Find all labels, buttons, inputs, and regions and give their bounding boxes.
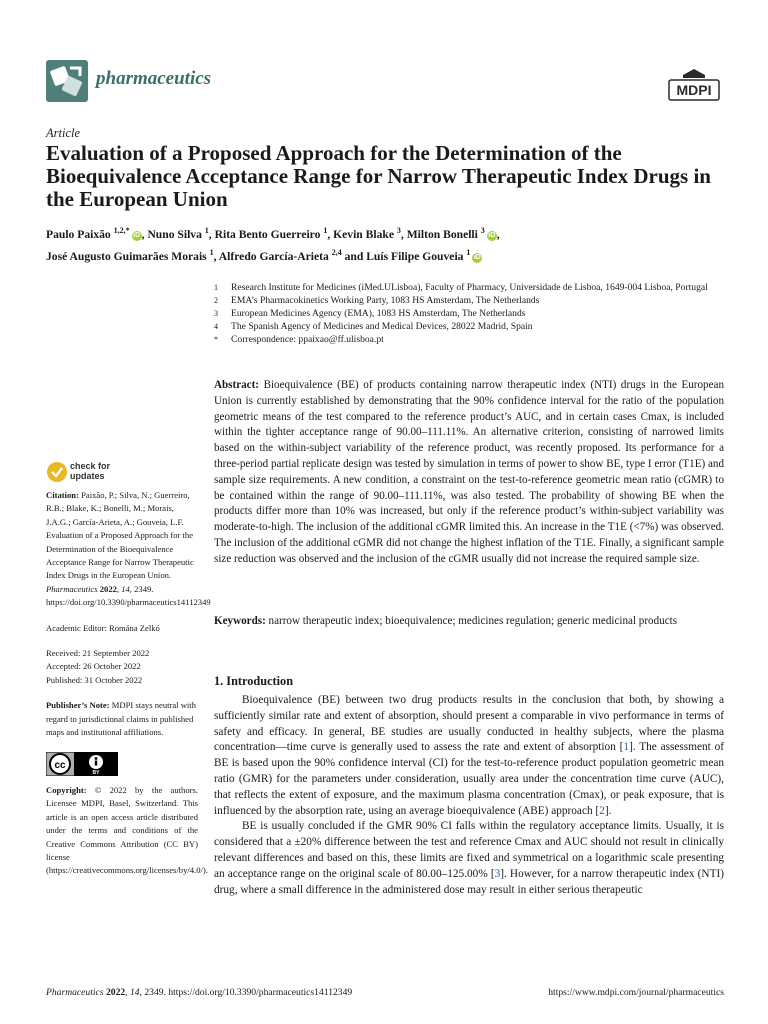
academic-editor: Academic Editor: Romána Zelkó	[46, 622, 160, 633]
affiliation-item	[214, 307, 724, 320]
author-name[interactable]: Nuno Silva	[147, 227, 205, 241]
copyright-label: Copyright:	[46, 784, 87, 795]
paper-title: Evaluation of a Proposed Approach for the Determination of the Bioequivalence Acceptance Range for Narrow Therapeutic Index Drugs in the European Union	[46, 141, 711, 211]
author-separator: and	[341, 249, 367, 263]
citation-link-2[interactable]: 2	[599, 804, 605, 817]
affiliation-item	[214, 333, 724, 346]
orcid-icon[interactable]: iD	[473, 253, 481, 261]
author-list	[46, 222, 736, 266]
author-affiliation-sup: 1	[466, 247, 471, 257]
citation-journal: Pharmaceutics	[46, 583, 98, 594]
received-date: Received: 21 September 2022	[46, 648, 150, 659]
check-updates-icon	[46, 461, 68, 483]
author-affiliation-sup: 1	[204, 226, 209, 235]
author-name[interactable]: Alfredo García-Arieta	[218, 249, 332, 263]
affiliation-text: EMA’s Pharmacokinetics Working Party, 1083 HS Amsterdam, The Netherlands	[231, 295, 540, 307]
affiliation-mark: 1	[214, 283, 218, 292]
author-separator: ,	[400, 227, 407, 241]
accepted-date: Accepted: 26 October 2022	[46, 661, 141, 672]
author-affiliation-sup: 2,4	[331, 247, 342, 257]
footer-volume: 14	[129, 987, 140, 998]
publisher-note-label: Publisher’s Note:	[46, 700, 110, 711]
affiliation-item	[214, 320, 724, 333]
affiliation-mark: *	[214, 335, 218, 345]
affiliation-mark: 4	[214, 322, 218, 332]
keywords	[214, 614, 724, 630]
author-separator: ,	[496, 227, 500, 241]
abstract-label: Abstract:	[214, 379, 259, 391]
abstract-text: Bioequivalence (BE) of products containing narrow therapeutic index (NTI) drugs in the European Union is currently established by demonstrating that the 90% confidence interval for the ratio of the population geometric means of the test compared to the reference product’s AUC, and in certain cases Cmax, is included within the tighter acceptance range of 90.00–111.11%. An alternative criterion, consisting of narrowed limits based on the within-subject variability of the reference product, was recently proposed. Its performance for a three-period partial replicate design was tested by simulation in terms of power to show BE, type I error (T1E) and sample size requirements. A new condition, a constraint on the test-to-reference geometric mean ratio (cGMR) to be contained within the range of 90.00–111.11%, was also tested. The probability of showing BE when the products differ more than 10% was increased, but only if the reference product’s within-subject variability was moderate-to-high. The inclusion of the additional cGMR limited this. An increase in the T1E (<7%) was observed. The inclusion of the additional cGMR did not change the highest inflation of the T1E. Finally, a significant sample size reduction was observed and the inclusion of the cGMR usually did not increase the required sample size.	[214, 379, 724, 565]
keywords-text: narrow therapeutic index; bioequivalence; medicines regulation; generic medicinal products	[268, 615, 678, 627]
journal-logo-icon	[46, 60, 88, 102]
citation-year: 2022	[99, 583, 117, 594]
keywords-label: Keywords:	[214, 615, 266, 627]
author-affiliation-sup: 1,2,*	[113, 226, 130, 235]
check-updates-line2: updates	[70, 471, 105, 481]
copyright	[46, 784, 208, 878]
affiliation-text: The Spanish Agency of Medicines and Medical Devices, 28022 Madrid, Spain	[231, 321, 533, 333]
citation-label: Citation:	[46, 490, 79, 500]
author-affiliation-sup: 1	[323, 226, 328, 235]
check-updates-text	[70, 461, 110, 481]
introduction-body	[214, 693, 724, 898]
check-for-updates-button[interactable]	[46, 461, 166, 487]
orcid-icon[interactable]: iD	[488, 231, 496, 239]
footer-citation: Pharmaceutics 2022, 14, 2349. https://doi.org/10.3390/pharmaceutics14112349	[46, 987, 353, 998]
article-type: Article	[46, 126, 81, 140]
footer-year: 2022	[105, 987, 126, 998]
intro-paragraph-2: BE is usually concluded if the GMR 90% CI falls within the regulatory acceptance limits. Usually, it is considered that a ±20% difference between the test and reference Cmax and AUC should not result in clinically relevant differences and based on this, these limits are fixed and symmetrical on a logarithmic scale presenting an acceptance range on the original scale of 80.00–125.00% [3]. However, for a narrow therapeutic index (NTI) drug, where a small difference in the administered dose may result in either serious therapeutic	[214, 820, 724, 896]
citation-doi[interactable]: , 2349. https://doi.org/10.3390/pharmaceutics14112349	[46, 583, 211, 608]
author-separator: ,	[208, 227, 215, 241]
copyright-text: © 2022 by the authors. Licensee MDPI, Basel, Switzerland. This article is an open access article distributed under the terms and conditions of the Creative Commons Attribution (CC BY) license (https://creativecommons.org/licenses/by/4.0/).	[46, 784, 208, 876]
author-separator: ,	[213, 249, 219, 263]
mdpi-logo-text: MDPI	[676, 82, 712, 98]
citation-volume: 14	[121, 583, 130, 594]
svg-text:BY: BY	[92, 769, 100, 776]
citation-text: Paixão, P.; Silva, N.; Guerreiro, R.B.; Blake, K.; Bonelli, M.; Morais, J.A.G.; García-Arieta, A.; Gouveia, L.F. Evaluation of a Proposed Approach for the Determination of the Bioequivalence Acceptance Range for Narrow Therapeutic Index Drugs in the European Union.	[46, 490, 194, 581]
citation-link-3[interactable]: 3	[494, 867, 501, 880]
abstract	[214, 378, 724, 568]
author-name[interactable]: Milton Bonelli	[406, 227, 481, 241]
author-separator: ,	[141, 227, 148, 241]
citation-link-1[interactable]: 1	[623, 741, 630, 754]
author-separator: ,	[327, 227, 334, 241]
cc-by-license-icon[interactable]	[46, 752, 118, 776]
citation: Citation: Paixão, P.; Silva, N.; Guerreiro, R.B.; Blake, K.; Bonelli, M.; Morais, J.A.G.; García-Arieta, A.; Gouveia, L.F. Evaluation of a Proposed Approach for the Determination of the Bioequivalence Acceptance Range for Narrow Therapeutic Index Drugs in the European Union. Pharmaceutics 2022, 14, 2349. https://doi.org/10.3390/pharmaceutics14112349	[46, 490, 211, 608]
affiliation-item	[214, 294, 724, 307]
section-heading: 1. Introduction	[214, 674, 294, 688]
author-affiliation-sup: 3	[480, 226, 485, 235]
publisher-note	[46, 699, 198, 739]
author-affiliation-sup: 1	[209, 247, 214, 257]
journal-name: pharmaceutics	[96, 68, 212, 89]
affiliation-text: European Medicines Agency (EMA), 1083 HS Amsterdam, The Netherlands	[231, 308, 526, 320]
affiliation-mark: 2	[214, 296, 218, 306]
sidebar	[46, 489, 211, 878]
author-line-2	[46, 244, 736, 266]
footer-journal: Pharmaceutics	[46, 987, 104, 998]
svg-text:cc: cc	[54, 759, 66, 771]
footer-journal-url[interactable]: https://www.mdpi.com/journal/pharmaceutics	[548, 987, 724, 998]
affiliation-text: Research Institute for Medicines (iMed.ULisboa), Faculty of Pharmacy, Universidade de Lisboa, 1649-004 Lisboa, Portugal	[231, 282, 708, 293]
publisher-note-text: MDPI stays neutral with regard to jurisdictional claims in published maps and institutional affiliations.	[46, 700, 196, 738]
author-affiliation-sup: 3	[396, 226, 401, 235]
mdpi-logo-icon	[668, 68, 720, 102]
affiliation-text: Correspondence: ppaixao@ff.ulisboa.pt	[231, 334, 384, 346]
check-updates-line1: check for	[70, 461, 111, 471]
author-name[interactable]: Rita Bento Guerreiro	[214, 227, 324, 241]
footer-doi[interactable]: , 2349. https://doi.org/10.3390/pharmaceutics14112349	[139, 987, 353, 998]
author-line-1	[46, 222, 736, 244]
affiliation-mark: 3	[214, 309, 218, 319]
affiliations	[214, 281, 724, 346]
orcid-icon[interactable]: iD	[133, 231, 141, 239]
author-name[interactable]: José Augusto Guimarães Morais	[46, 249, 210, 263]
author-name[interactable]: Kevin Blake	[333, 227, 397, 241]
intro-paragraph-1: Bioequivalence (BE) between two drug products results in the conclusion that both, by showing a sufficiently similar rate and extent of absorption, should present a comparable in vivo performance in terms of safety and efficacy. In general, BE studies are usually conducted in healthy subjects, where the plasma concentration—time curve is generally used to assess the rate and extent of absorption [1]. The assessment of BE is based upon the 90% confidence interval (CI) for the test-to-reference product population geometric mean ratio (GMR) for the parameters under consideration, usually area under the concentration time curve (AUC), that reflects the extent of exposure, and the maximum plasma concentration (Cmax), or peak exposure, that is influenced by the absorption rate, using an average bioequivalence (ABE) approach [2].	[214, 694, 724, 817]
author-name[interactable]: Paulo Paixão	[46, 227, 114, 241]
published-date: Published: 31 October 2022	[46, 674, 143, 685]
author-name[interactable]: Luís Filipe Gouveia	[366, 249, 467, 263]
affiliation-item	[214, 281, 724, 294]
